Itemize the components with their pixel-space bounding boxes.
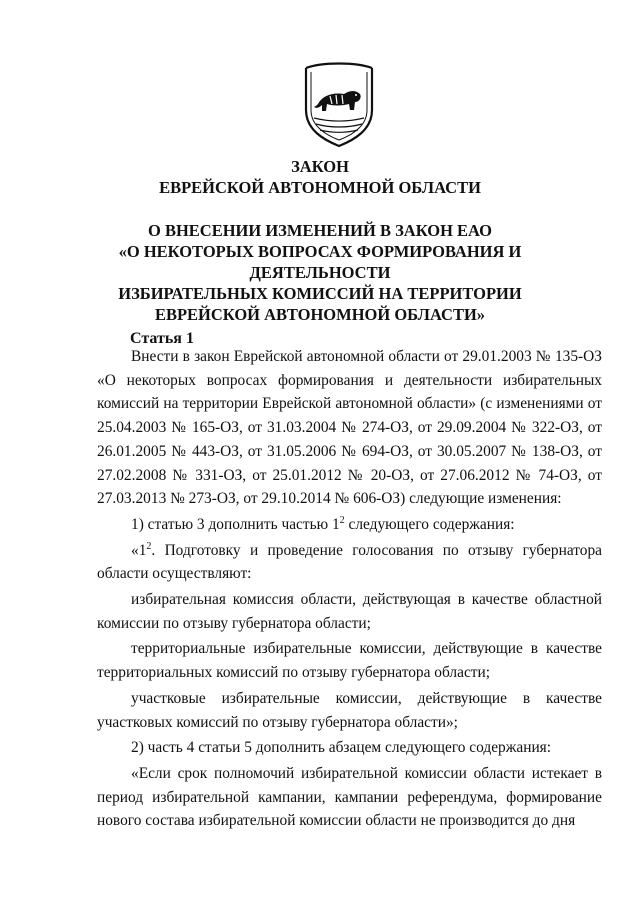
law-name-line-2: «О НЕКОТОРЫХ ВОПРОСАХ ФОРМИРОВАНИЯ И ДЕЯТЕЛЬНОСТИ [118,242,522,282]
article-body [97,345,602,833]
item1-tail: следующего содержания: [344,515,515,533]
coat-of-arms-tiger-icon [302,60,376,148]
quote1-text: . Подготовку и проведение голосования по отзыву губернатора области осуществляют: [97,541,602,583]
paragraph-precinct-commissions: участковые избирательные комиссии, действующие в качестве участковых комиссий по отзыву губернатора области»; [97,689,602,731]
paragraph-regional-commission: избирательная комиссия области, действующая в качестве областной комиссии по отзыву губернатора области; [97,591,602,632]
article-heading: Статья 1 [130,330,194,347]
amendment-item-2: 2) часть 4 статьи 5 дополнить абзацем следующего содержания: [131,739,552,757]
item1-text: 1) статью 3 дополнить частью 1 [131,515,340,533]
law-name [60,220,580,325]
law-title [60,156,580,198]
quote-1 [97,539,602,586]
paragraph-territorial-commissions: территориальные избирательные комиссии, действующие в качестве территориальных комиссий по отзыву губернатора области; [97,640,602,682]
law-title-line-2: ЕВРЕЙСКОЙ АВТОНОМНОЙ ОБЛАСТИ [159,178,481,197]
quote1-open: «1 [131,541,147,559]
amendment-item-1 [97,513,602,537]
quote1-superscript: 2 [146,540,152,552]
article-intro: Внести в закон Еврейской автономной области от 29.01.2003 № 135-ОЗ «О некоторых вопросах формирования и деятельности избирательных комиссий на территории Еврейской автономной области» (с изменениями от 25.04.2003 № 165-ОЗ, от 31.03.2004 № 274-ОЗ, от 29.09.2004 № 322-ОЗ, от 26.01.2005 № 443-ОЗ, от 31.05.2006 № 694-ОЗ, от 30.05.2007 № 138-ОЗ, от 27.02.2008 № 331-ОЗ, от 25.01.2012 № 20-ОЗ, от 27.06.2012 № 74-ОЗ, от 27.03.2013 № 273-ОЗ, от 29.10.2014 № 606-ОЗ) следующие изменения: [97,348,602,508]
law-name-line-3: ИЗБИРАТЕЛЬНЫХ КОМИССИЙ НА ТЕРРИТОРИИ [118,284,522,303]
law-name-line-1: О ВНЕСЕНИИ ИЗМЕНЕНИЙ В ЗАКОН ЕАО [148,221,492,240]
quote-2: «Если срок полномочий избирательной комиссии области истекает в период избирательной кампании, кампании референдума, формирование нового состава избирательной комиссии области не производится до дня [97,764,602,830]
law-name-line-4: ЕВРЕЙСКОЙ АВТОНОМНОЙ ОБЛАСТИ» [154,305,486,324]
law-title-line-1: ЗАКОН [291,157,349,176]
item1-superscript: 2 [339,514,345,526]
